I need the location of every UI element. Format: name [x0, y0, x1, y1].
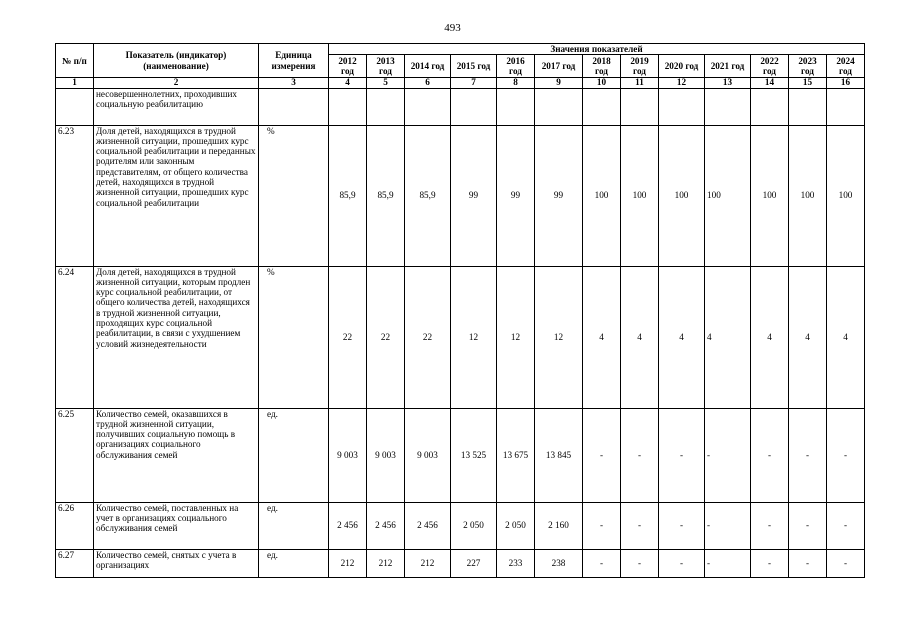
- header-column-number: 15: [789, 78, 827, 88]
- value-cell: 2 456: [329, 502, 367, 549]
- value-cell: 100: [789, 125, 827, 266]
- indicator-name: несовершеннолетних, проходивших социальную реабилитацию: [94, 88, 259, 125]
- value-cell: -: [751, 502, 789, 549]
- value-cell: -: [789, 408, 827, 502]
- value-cell: 13 525: [451, 408, 497, 502]
- value-cell: 2 456: [367, 502, 405, 549]
- header-num: № п/п: [56, 44, 94, 78]
- value-cell: [621, 88, 659, 125]
- value-cell: 85,9: [329, 125, 367, 266]
- header-column-number: 5: [367, 78, 405, 88]
- header-year: 2017 год: [535, 55, 583, 78]
- value-cell: 4: [705, 266, 751, 408]
- value-cell: 100: [705, 125, 751, 266]
- value-cell: -: [621, 408, 659, 502]
- value-cell: 2 050: [451, 502, 497, 549]
- value-cell: 100: [583, 125, 621, 266]
- indicator-name: Количество семей, поставленных на учет в организациях социального обслуживания семей: [94, 502, 259, 549]
- value-cell: [659, 88, 705, 125]
- value-cell: 233: [497, 549, 535, 577]
- value-cell: -: [705, 502, 751, 549]
- header-column-number: 14: [751, 78, 789, 88]
- header-year: 2016 год: [497, 55, 535, 78]
- value-cell: -: [827, 502, 865, 549]
- value-cell: 238: [535, 549, 583, 577]
- indicator-name: Доля детей, находящихся в трудной жизненной ситуации, которым продлен курс социальной реабилитации, от общего количества детей, находящихся в трудной жизненной ситуации, проходящих курс социальной реабилитации, в связи с ухудшением условий жизнедеятельности: [94, 266, 259, 408]
- header-values: Значения показателей: [329, 44, 865, 55]
- value-cell: 13 845: [535, 408, 583, 502]
- header-year: 2015 год: [451, 55, 497, 78]
- header-column-number: 11: [621, 78, 659, 88]
- header-column-number: 12: [659, 78, 705, 88]
- unit-cell: ед.: [259, 549, 329, 577]
- table-row: [56, 125, 865, 266]
- header-column-number: 9: [535, 78, 583, 88]
- value-cell: -: [583, 502, 621, 549]
- value-cell: -: [751, 408, 789, 502]
- value-cell: [827, 88, 865, 125]
- value-cell: 212: [405, 549, 451, 577]
- value-cell: 4: [789, 266, 827, 408]
- value-cell: 212: [329, 549, 367, 577]
- value-cell: 2 456: [405, 502, 451, 549]
- value-cell: -: [659, 549, 705, 577]
- value-cell: -: [621, 549, 659, 577]
- header-column-number: 8: [497, 78, 535, 88]
- header-column-number: 13: [705, 78, 751, 88]
- value-cell: 100: [751, 125, 789, 266]
- value-cell: [451, 88, 497, 125]
- value-cell: 2 050: [497, 502, 535, 549]
- value-cell: 22: [367, 266, 405, 408]
- value-cell: 100: [827, 125, 865, 266]
- value-cell: 4: [621, 266, 659, 408]
- indicator-name: Доля детей, находящихся в трудной жизненной ситуации, прошедших курс социальной реабилитации и переданных родителям или законным представителям, от общего количества детей, находящихся в трудной жизненной ситуации, прошедших курс социальной реабилитации: [94, 125, 259, 266]
- unit-cell: [259, 88, 329, 125]
- value-cell: 4: [659, 266, 705, 408]
- header-column-numbers-row: [56, 78, 865, 88]
- table-row: [56, 502, 865, 549]
- header-year: 2013 год: [367, 55, 405, 78]
- indicator-name: Количество семей, снятых с учета в организациях: [94, 549, 259, 577]
- value-cell: 22: [329, 266, 367, 408]
- row-number: 6.24: [56, 266, 94, 408]
- value-cell: -: [789, 502, 827, 549]
- unit-cell: ед.: [259, 408, 329, 502]
- value-cell: 9 003: [405, 408, 451, 502]
- header-column-number: 2: [94, 78, 259, 88]
- value-cell: 100: [659, 125, 705, 266]
- value-cell: -: [583, 408, 621, 502]
- value-cell: -: [583, 549, 621, 577]
- value-cell: -: [705, 549, 751, 577]
- header-year: 2021 год: [705, 55, 751, 78]
- value-cell: 4: [751, 266, 789, 408]
- row-number: 6.27: [56, 549, 94, 577]
- table-row: [56, 266, 865, 408]
- table-row: [56, 408, 865, 502]
- table-body: [56, 88, 865, 577]
- header-column-number: 10: [583, 78, 621, 88]
- value-cell: [367, 88, 405, 125]
- header-column-number: 1: [56, 78, 94, 88]
- header-year: 2018 год: [583, 55, 621, 78]
- table-row: [56, 549, 865, 577]
- value-cell: 4: [583, 266, 621, 408]
- value-cell: 99: [451, 125, 497, 266]
- row-number: [56, 88, 94, 125]
- header-column-number: 3: [259, 78, 329, 88]
- value-cell: -: [659, 502, 705, 549]
- value-cell: [405, 88, 451, 125]
- value-cell: 227: [451, 549, 497, 577]
- value-cell: 13 675: [497, 408, 535, 502]
- header-year: 2019 год: [621, 55, 659, 78]
- indicators-table: [55, 43, 865, 578]
- header-year: 2023 год: [789, 55, 827, 78]
- value-cell: -: [705, 408, 751, 502]
- unit-cell: %: [259, 266, 329, 408]
- value-cell: [751, 88, 789, 125]
- header-year: 2022 год: [751, 55, 789, 78]
- value-cell: 85,9: [405, 125, 451, 266]
- value-cell: -: [621, 502, 659, 549]
- indicator-name: Количество семей, оказавшихся в трудной жизненной ситуации, получивших социальную помощь в организациях социального обслуживания семей: [94, 408, 259, 502]
- value-cell: 99: [497, 125, 535, 266]
- value-cell: 2 160: [535, 502, 583, 549]
- header-year: 2020 год: [659, 55, 705, 78]
- value-cell: -: [789, 549, 827, 577]
- value-cell: 12: [497, 266, 535, 408]
- value-cell: 99: [535, 125, 583, 266]
- header-column-number: 7: [451, 78, 497, 88]
- value-cell: [329, 88, 367, 125]
- value-cell: -: [827, 408, 865, 502]
- unit-cell: %: [259, 125, 329, 266]
- value-cell: 4: [827, 266, 865, 408]
- value-cell: -: [659, 408, 705, 502]
- value-cell: 12: [451, 266, 497, 408]
- value-cell: [497, 88, 535, 125]
- value-cell: -: [827, 549, 865, 577]
- header-indicator: Показатель (индикатор) (наименование): [94, 44, 259, 78]
- value-cell: 22: [405, 266, 451, 408]
- value-cell: 212: [367, 549, 405, 577]
- value-cell: 100: [621, 125, 659, 266]
- page-number: 493: [444, 22, 461, 34]
- value-cell: [535, 88, 583, 125]
- value-cell: -: [751, 549, 789, 577]
- row-number: 6.25: [56, 408, 94, 502]
- value-cell: [583, 88, 621, 125]
- header-year: 2024 год: [827, 55, 865, 78]
- header-year: 2012 год: [329, 55, 367, 78]
- value-cell: [789, 88, 827, 125]
- header-unit: Единица измерения: [259, 44, 329, 78]
- unit-cell: ед.: [259, 502, 329, 549]
- header-column-number: 6: [405, 78, 451, 88]
- row-number: 6.23: [56, 125, 94, 266]
- header-column-number: 4: [329, 78, 367, 88]
- value-cell: 9 003: [367, 408, 405, 502]
- value-cell: 12: [535, 266, 583, 408]
- table-row: [56, 88, 865, 125]
- header-column-number: 16: [827, 78, 865, 88]
- value-cell: 85,9: [367, 125, 405, 266]
- header-year: 2014 год: [405, 55, 451, 78]
- value-cell: 9 003: [329, 408, 367, 502]
- value-cell: [705, 88, 751, 125]
- row-number: 6.26: [56, 502, 94, 549]
